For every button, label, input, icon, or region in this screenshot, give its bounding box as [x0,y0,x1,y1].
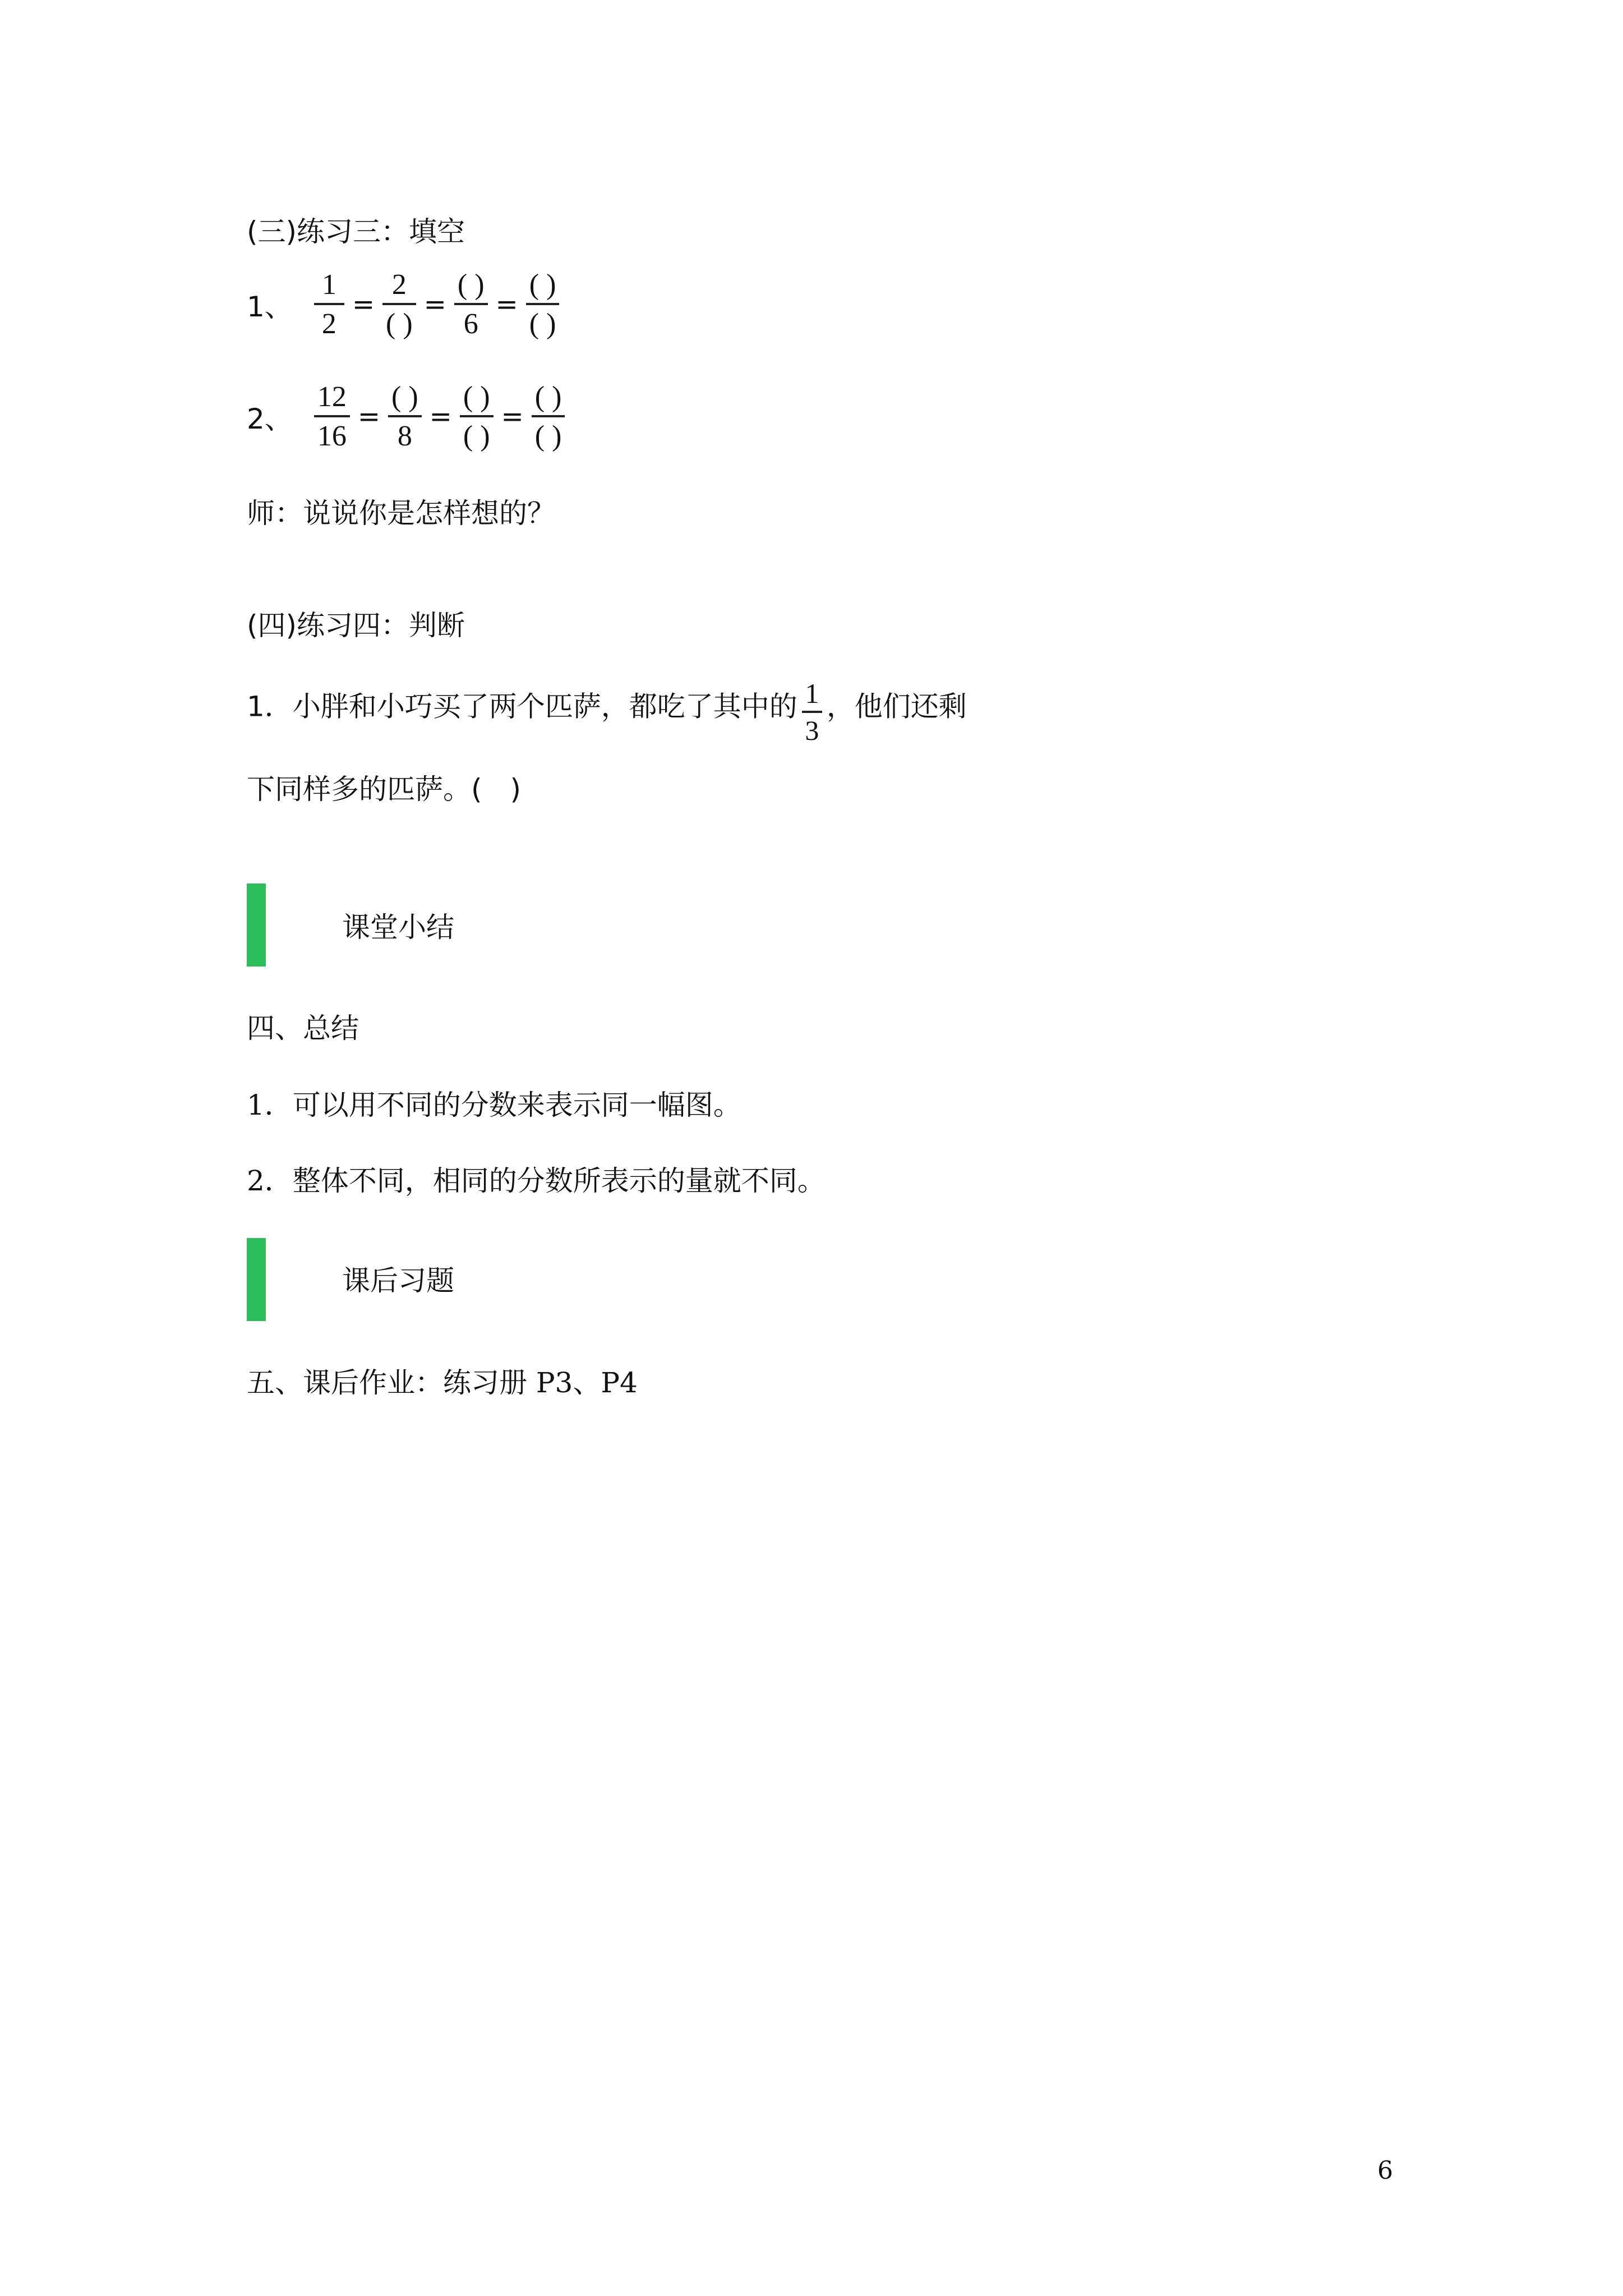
exercise4-question-line2: 下同样多的匹萨。( ) [247,773,522,806]
numerator: 1 [321,269,336,301]
equation-q2-label: 2、 [247,403,293,435]
section-marker-bar [247,884,266,967]
exercise4-heading: (四)练习四：判断 [247,609,465,642]
numerator: ( ) [529,269,556,301]
summary-heading: 四、总结 [247,1012,359,1045]
fraction [310,270,349,339]
denominator: 3 [805,715,819,746]
fraction [522,270,564,339]
denominator: ( ) [463,420,490,452]
equals-sign: = [357,401,381,432]
equation-q2 [247,383,569,451]
numerator: 1 [805,678,819,709]
exercise4-question-line1 [247,676,967,746]
equals-sign: = [429,401,452,432]
exercise3-heading: (三)练习三：填空 [247,215,465,248]
denominator: 8 [397,420,412,452]
equation-q1 [247,270,564,339]
section-marker-bar [247,1238,266,1321]
fraction [310,383,354,451]
denominator: 6 [463,308,478,340]
denominator: 16 [317,420,347,452]
fraction [378,270,421,339]
equation-q1-label: 1、 [247,291,293,323]
denominator: 2 [321,308,336,340]
equals-sign: = [495,289,518,320]
numerator: ( ) [391,381,418,413]
summary-point-1: 1．可以用不同的分数来表示同一幅图。 [247,1089,741,1121]
fraction-bar [802,711,822,713]
denominator: ( ) [386,308,413,340]
equals-sign: = [423,289,446,320]
numerator: ( ) [534,381,562,413]
homework-text: 五、课后作业：练习册 P3、P4 [247,1366,638,1399]
page-number: 6 [1377,2156,1393,2185]
fraction [455,383,498,451]
teacher-prompt: 师：说说你是怎样想的？ [247,497,555,530]
question-text: 1．小胖和小巧买了两个匹萨，都吃了其中的 [247,690,797,723]
fraction [384,383,426,451]
denominator: ( ) [529,308,556,340]
section-title-summary: 课堂小结 [342,911,454,944]
fraction [527,383,570,451]
inline-fraction [802,679,822,744]
equals-sign: = [501,401,524,432]
numerator: 12 [317,381,347,413]
numerator: ( ) [463,381,490,413]
question-text: ，他们还剩 [826,690,967,723]
fraction [450,270,492,339]
denominator: ( ) [534,420,562,452]
summary-point-2: 2．整体不同，相同的分数所表示的量就不同。 [247,1165,826,1197]
section-title-homework: 课后习题 [342,1264,454,1297]
numerator: 2 [391,269,407,301]
numerator: ( ) [457,269,485,301]
equals-sign: = [352,289,375,320]
